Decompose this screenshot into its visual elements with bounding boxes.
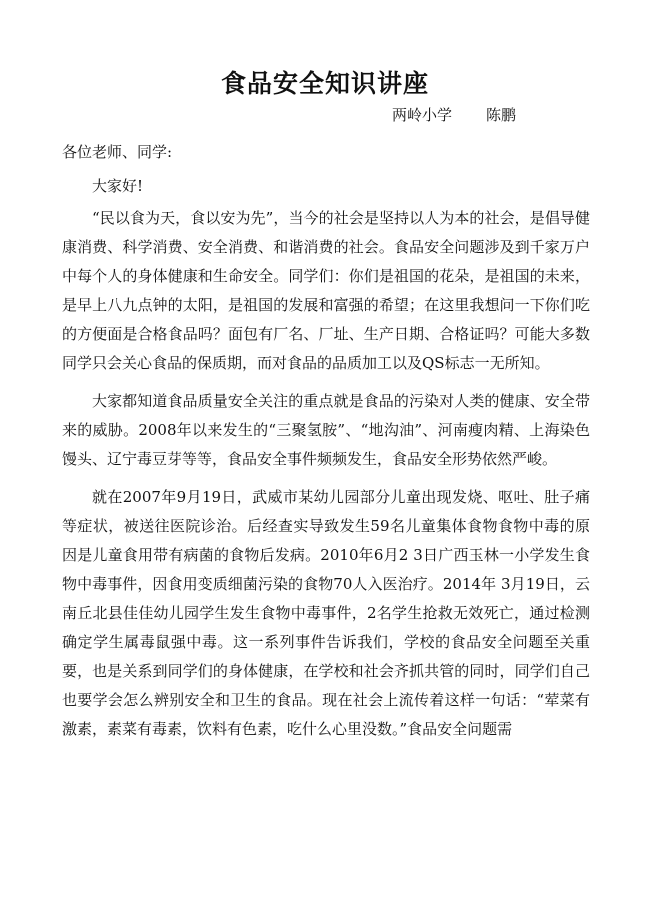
author-school: 两岭小学 xyxy=(392,106,453,124)
greeting: 大家好! xyxy=(92,177,144,195)
author-byline xyxy=(392,104,516,125)
salutation: 各位老师、同学: xyxy=(62,143,173,161)
paragraph-safety-incidents: 大家都知道食品质量安全关注的重点就是食品的污染对人类的健康、安全带来的威胁。2008年以来发生的“三聚氢胺”、“地沟油”、河南瘦肉精、上海染色馒头、辽宁毒豆芽等等，食品安全事件频频发生，食品安全形势依然严峻。 xyxy=(62,392,590,468)
document-body xyxy=(62,204,590,753)
paragraph-food-safety-intro: “民以食为天，食以安为先”，当今的社会是坚持以人为本的社会，是倡导健康消费、科学消费、安全消费、和谐消费的社会。食品安全问题涉及到千家万户中每个人的身体健康和生命安全。同学们：你们是祖国的花朵，是祖国的未来，是早上八九点钟的太阳，是祖国的发展和富强的希望；在这里我想问一下你们吃的方便面是合格食品吗？面包有厂名、厂址、生产日期、合格证吗？可能大多数同学只会关心食品的保质期，而对食品的品质加工以及QS标志一无所知。 xyxy=(62,209,590,372)
author-name: 陈鹏 xyxy=(486,106,517,124)
document-title: 食品安全知识讲座 xyxy=(220,69,429,98)
paragraph-school-poisoning-cases: 就在2007年9月19日，武威市某幼儿园部分儿童出现发烧、呕吐、肚子痛等症状，被送往医院诊治。后经查实导致发生59名儿童集体食物食物中毒的原因是儿童食用带有病菌的食物后发病。2010年6月2 3日广西玉林一小学发生食物中毒事件，因食用变质细菌污染的食物70人入医治疗。2014年 3月19日，云南丘北县佳佳幼儿园学生发生食物中毒事件，2名学生抢救无效死亡，通过检测确定学生属毒鼠强中毒。这一系列事件告诉我们，学校的食品安全问题至关重要，也是关系到同学们的身体健康，在学校和社会齐抓共管的同时，同学们自己也要学会怎么辨别安全和卫生的食品。现在社会上流传着这样一句话：“荤菜有激素，素菜有毒素，饮料有色素，吃什么心里没数。”食品安全问题需 xyxy=(62,488,590,738)
